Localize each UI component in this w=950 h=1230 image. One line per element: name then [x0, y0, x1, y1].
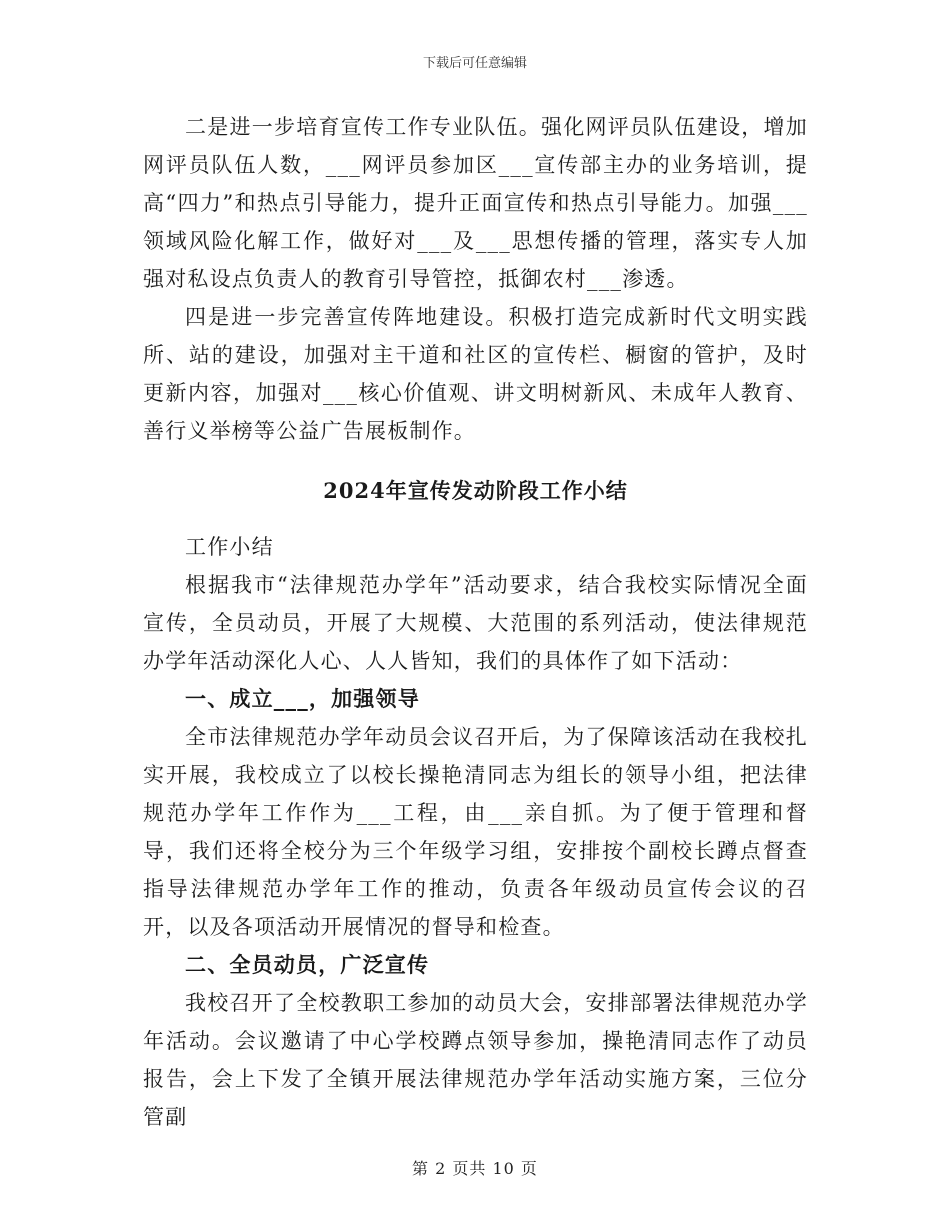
page-header: 下载后可任意编辑	[422, 56, 527, 71]
section-title: 2024年宣传发动阶段工作小结	[323, 478, 628, 503]
paragraph: 全市法律规范办学年动员会议召开后，为了保障该活动在我校扎实开展，我校成立了以校长操艳清同志为组长的领导小组，把法律规范办学年工作作为___工程，由___亲自抓。为了便于管理和督导，我们还将全校分为三个年级学习组，安排按个副校长蹲点督查指导法律规范办学年工作的推动，负责各年级动员宣传会议的召开，以及各项活动开展情况的督导和检查。	[143, 725, 808, 939]
subheading: 一、成立___，加强领导	[185, 686, 420, 711]
paragraph: 四是进一步完善宣传阵地建设。积极打造完成新时代文明实践所、站的建设，加强对主干道和社区的宣传栏、橱窗的管护，及时更新内容，加强对___核心价值观、讲文明树新风、未成年人教育、善行义举榜等公益广告展板制作。	[143, 305, 808, 443]
paragraph: 我校召开了全校教职工参加的动员大会，安排部署法律规范办学年活动。会议邀请了中心学校蹲点领导参加，操艳清同志作了动员报告，会上下发了全镇开展法律规范办学年活动实施方案，三位分管副	[143, 991, 808, 1129]
page-footer: 第 2 页共 10 页	[412, 1159, 538, 1178]
document-body	[143, 108, 808, 1136]
paragraph: 根据我市“法律规范办学年”活动要求，结合我校实际情况全面宣传，全员动员，开展了大规模、大范围的系列活动，使法律规范办学年活动深化人心、人人皆知，我们的具体作了如下活动：	[143, 573, 808, 673]
subheading: 二、全员动员，广泛宣传	[185, 952, 430, 977]
paragraph: 工作小结	[185, 535, 274, 559]
paragraph: 二是进一步培育宣传工作专业队伍。强化网评员队伍建设，增加网评员队伍人数，___网评员参加区___宣传部主办的业务培训，提高“四力”和热点引导能力，提升正面宣传和热点引导能力。加强___领域风险化解工作，做好对___及___思想传播的管理，落实专人加强对私设点负责人的教育引导管控，抵御农村___渗透。	[143, 115, 808, 291]
